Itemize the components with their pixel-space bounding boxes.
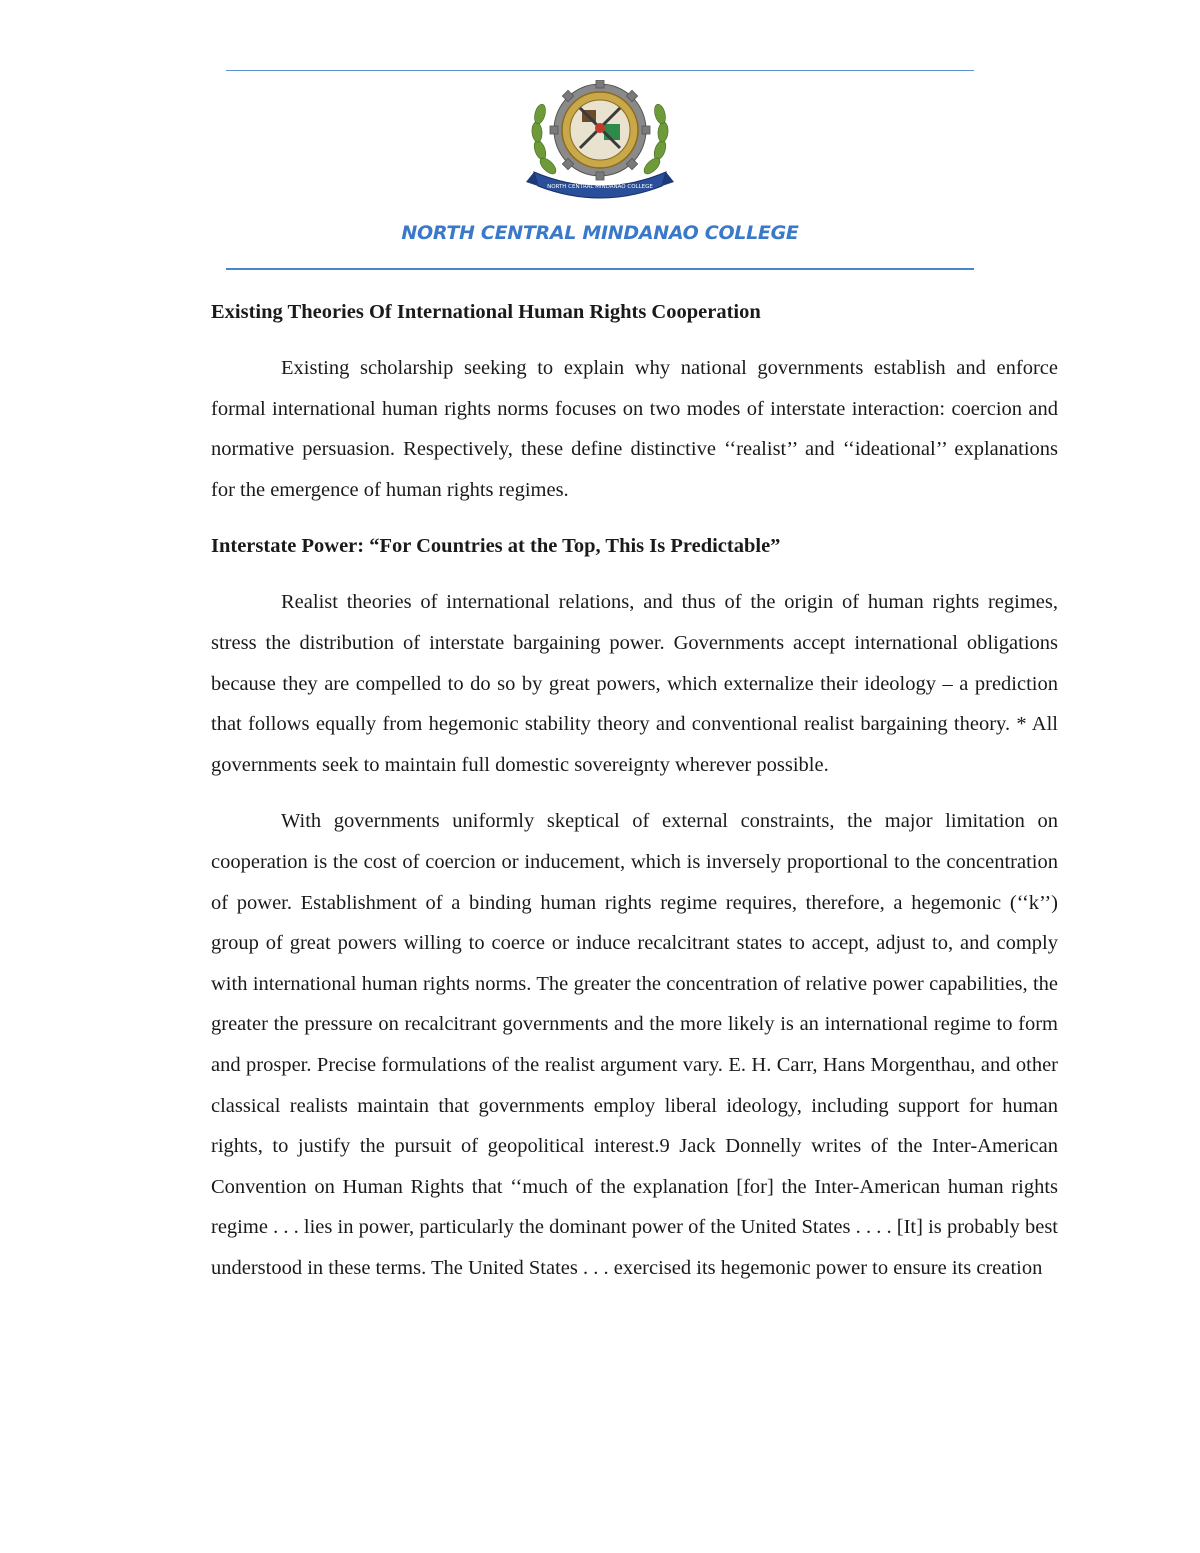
header-bottom-rule [226,268,974,270]
body-paragraph: With governments uniformly skeptical of external constraints, the major limitation on cooperation is the cost of coercion or inducement, which is inversely proportional to the concentration of power. Establishment of a binding human rights regime requires, therefore, a hegemonic (‘‘k’’) group of great powers willing to coerce or induce recalcitrant states to accept, adjust to, and comply with international human rights norms. The greater the concentration of relative power capabilities, the greater the pressure on recalcitrant governments and the more likely is an international regime to form and prosper. Precise formulations of the realist argument vary. E. H. Carr, Hans Morgenthau, and other classical realists maintain that governments employ liberal ideology, including support for human rights, to justify the pursuit of geopolitical interest.9 Jack Donnelly writes of the Inter-American Convention on Human Rights that ‘‘much of the explanation [for] the Inter-American human rights regime . . . lies in power, particularly the dominant power of the United States . . . . [It] is probably best understood in these terms. The United States . . . exercised its hegemonic power to ensure its creation [211,810,1058,1279]
college-seal-logo [526,80,674,206]
body-paragraph: Realist theories of international relations, and thus of the origin of human rights regimes, stress the distribution of interstate bargaining power. Governments accept international obligations because they are compelled to do so by great powers, which externalize their ideology – a prediction that follows equally from hegemonic stability theory and conventional realist bargaining theory. * All governments seek to maintain full domestic sovereignty wherever possible. [211,591,1058,776]
college-name: NORTH CENTRAL MINDANAO COLLEGE [401,222,799,244]
document-body [211,292,1058,1288]
header-top-rule [226,70,974,71]
section-heading: Interstate Power: “For Countries at the Top, This Is Predictable” [211,535,781,558]
logo-ribbon-text: NORTH CENTRAL MINDANAO COLLEGE [547,184,653,190]
section-heading: Existing Theories Of International Human Rights Cooperation [211,301,761,323]
body-paragraph: Existing scholarship seeking to explain why national governments establish and enforce formal international human rights norms focuses on two modes of interstate interaction: coercion and normative persuasion. Respectively, these define distinctive ‘‘realist’’ and ‘‘ideational’’ explanations for the emergence of human rights regimes. [211,357,1058,501]
